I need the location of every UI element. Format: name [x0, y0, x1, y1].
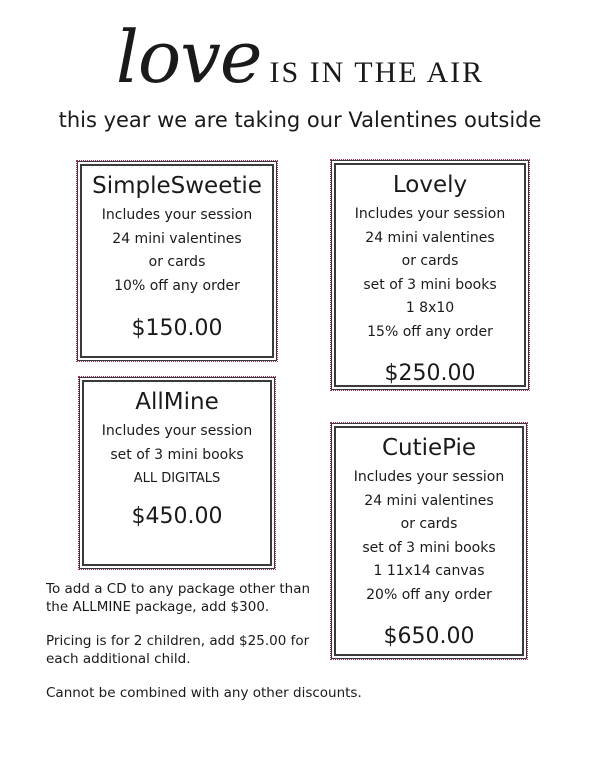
package-price: $150.00	[131, 316, 223, 341]
note-cd-addon: To add a CD to any package other than the ALLMINE package, add $300.	[46, 581, 311, 615]
notes-section	[46, 580, 362, 718]
page-title	[0, 12, 600, 102]
note-pricing: Pricing is for 2 children, add $25.00 for each additional child.	[46, 633, 310, 667]
package-name: SimpleSweetie	[92, 173, 262, 199]
package-line: Includes your session	[101, 423, 253, 439]
subtitle: this year we are taking our Valentines outside	[58, 108, 542, 132]
package-price: $650.00	[383, 624, 475, 649]
package-price: $450.00	[131, 504, 223, 529]
package-price: $250.00	[384, 361, 476, 386]
note-discounts: Cannot be combined with any other discounts.	[46, 685, 362, 701]
package-line: set of 3 mini books	[363, 276, 497, 293]
package-line: Includes your session	[353, 469, 505, 485]
package-line: 1 11x14 canvas	[373, 563, 485, 579]
title-caps-text: IS IN THE AIR	[269, 56, 485, 89]
package-line: Includes your session	[354, 206, 506, 222]
package-name: CutiePie	[381, 435, 477, 461]
package-line: 1 8x10	[405, 300, 455, 316]
package-line: set of 3 mini books	[362, 539, 496, 556]
package-line: 20% off any order	[366, 586, 492, 603]
package-name: AllMine	[135, 389, 219, 415]
package-allmine	[82, 380, 272, 566]
package-line: 10% off any order	[114, 277, 240, 294]
package-name: Lovely	[392, 172, 468, 198]
package-line: 24 mini valentines	[112, 230, 242, 247]
package-line: or cards	[401, 253, 459, 269]
package-line: Includes your session	[101, 207, 253, 223]
package-simplesweetie	[80, 164, 274, 358]
package-lovely	[334, 163, 526, 387]
package-line: 15% off any order	[367, 323, 493, 340]
title-script-word: love	[115, 15, 262, 99]
package-line: 24 mini valentines	[365, 229, 495, 246]
package-line: or cards	[148, 254, 206, 270]
package-line: or cards	[400, 516, 458, 532]
package-line: ALL DIGITALS	[133, 471, 221, 486]
package-cutiepie	[334, 426, 524, 656]
package-line: 24 mini valentines	[364, 492, 494, 509]
package-line: set of 3 mini books	[110, 446, 244, 463]
